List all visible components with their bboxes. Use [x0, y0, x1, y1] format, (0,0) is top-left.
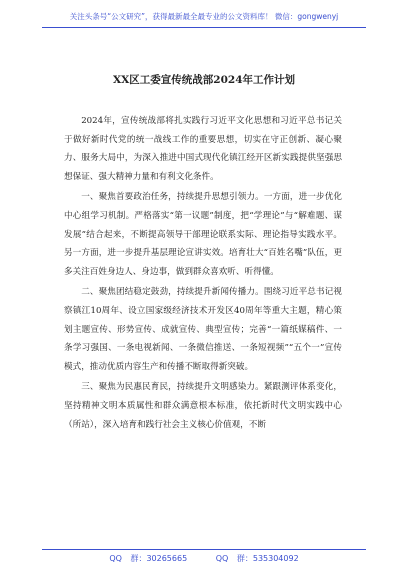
- paragraph-section-1: 一、聚焦首要政治任务，持续提升思想引领力。一方面，进一步优化中心组学习机制。严格落实“第一议题”制度，把“学理论”与“解难题、谋发展”结合起来，不断提高领导干部理论联系实际、理论指导实践水平。另一方面，进一步提升基层理论宣讲实效。培育壮大“百姓名嘴”队伍，更多关注百姓身边人、身边事，做到群众喜欢听、听得懂。: [64, 192, 342, 277]
- header-banner[interactable]: 关注头条号“公文研究”，获得最新最全最专业的公文资料库！ 微信：gongwenyj: [69, 12, 339, 21]
- document-title: XX区工委宣传统战部2024年工作计划: [112, 74, 296, 86]
- document-body: [64, 112, 342, 436]
- paragraph-intro: 2024年，宣传统战部将扎实践行习近平文化思想和习近平总书记关于做好新时代党的统一战线工作的重要思想，切实在守正创新、凝心聚力、服务大局中，为深入推进中国式现代化镇江经开区新实践提供坚强思想保证、强大精神力量和有利文化条件。: [64, 116, 342, 182]
- header-divider: [42, 27, 366, 28]
- footer-qq-group-1[interactable]: QQ 群：30265665: [109, 554, 188, 563]
- footer-qq-group-2[interactable]: QQ 群：535304092: [215, 554, 299, 563]
- footer: [0, 553, 408, 564]
- paragraph-section-2: 二、聚焦团结稳定鼓劲，持续提升新闻传播力。围绕习近平总书记视察镇江10周年、设立国家级经济技术开发区40周年等重大主题，精心策划主题宣传、形势宣传、成就宣传、典型宣传；完善“一篇纸媒稿件、一条学习强国、一条电视新闻、一条微信推送、一条短视频”“五个一”宣传模式，推动优质内容生产和传播不断取得新突破。: [64, 287, 342, 372]
- paragraph-section-3: 三、聚焦为民惠民育民，持续提升文明感染力。紧跟测评体系变化，坚持精神文明本质属性和群众满意根本标准，依托新时代文明实践中心（所站），深入培育和践行社会主义核心价值观，不断: [64, 382, 342, 430]
- footer-divider: [42, 549, 366, 550]
